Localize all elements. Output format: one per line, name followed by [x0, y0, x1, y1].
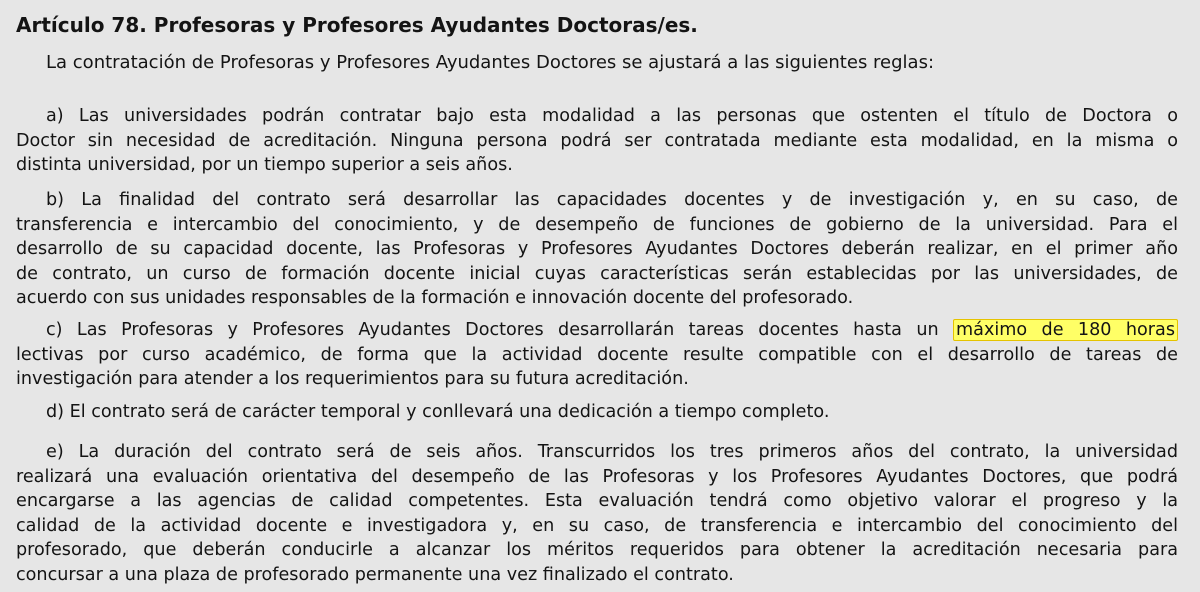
paragraph-d: [16, 400, 1178, 425]
paragraph-b: [16, 188, 1178, 311]
paragraph-line: b) La finalidad del contrato será desarrollar las capacidades docentes y de investigación y, en su caso, de: [46, 190, 1178, 210]
paragraph-line: transferencia e intercambio del conocimiento, y de desempeño de funciones de gobierno de la universidad. Para el: [16, 214, 1178, 235]
paragraph-c-text: c) Las Profesoras y Profesores Ayudantes Doctores desarrollarán tareas docentes hasta un: [46, 320, 939, 340]
article-title: Artículo 78. Profesoras y Profesores Ayudantes Doctoras/es.: [16, 13, 698, 37]
paragraph-line: calidad de la actividad docente e investigadora y, en su caso, de transferencia e intercambio del conocimiento del: [16, 515, 1178, 536]
paragraph-line: distinta universidad, por un tiempo superior a seis años.: [16, 155, 513, 175]
paragraph-line: a) Las universidades podrán contratar bajo esta modalidad a las personas que ostenten el título de Doctora o: [46, 106, 1178, 126]
highlighted-text: máximo de 180 horas: [953, 319, 1178, 341]
paragraph-line: investigación para atender a los requerimientos para su futura acreditación.: [16, 369, 689, 389]
paragraph-line: acuerdo con sus unidades responsables de la formación e innovación docente del profesorado.: [16, 288, 854, 308]
paragraph-line: lectivas por curso académico, de forma que la actividad docente resulte compatible con el desarrollo de tareas de: [16, 344, 1178, 365]
paragraph-line: e) La duración del contrato será de seis años. Transcurridos los tres primeros años del contrato, la universidad: [46, 442, 1178, 462]
paragraph-e: [16, 440, 1178, 587]
paragraph-line: realizará una evaluación orientativa del desempeño de las Profesoras y los Profesores Ayudantes Doctores, que podrá: [16, 466, 1178, 487]
paragraph-line: d) El contrato será de carácter temporal y conllevará una dedicación a tiempo completo.: [46, 402, 830, 422]
paragraph-line: concursar a una plaza de profesorado permanente una vez finalizado el contrato.: [16, 564, 734, 585]
paragraph-line: profesorado, que deberán conducirle a alcanzar los méritos requeridos para obtener la acreditación necesaria para: [16, 540, 1178, 560]
paragraph-line: de contrato, un curso de formación docente inicial cuyas características serán establecidas por las universidades, de: [16, 263, 1178, 284]
paragraph-line: Doctor sin necesidad de acreditación. Ninguna persona podrá ser contratada mediante esta modalidad, en la misma o: [16, 130, 1178, 151]
paragraph-line: encargarse a las agencias de calidad competentes. Esta evaluación tendrá como objetivo valorar el progreso y la: [16, 491, 1178, 511]
paragraph-line: [16, 318, 1178, 343]
article-intro: La contratación de Profesoras y Profesores Ayudantes Doctores se ajustará a las siguientes reglas:: [46, 52, 935, 73]
paragraph-a: [16, 104, 1178, 178]
paragraph-c: [16, 318, 1178, 392]
paragraph-line: desarrollo de su capacidad docente, las Profesoras y Profesores Ayudantes Doctores deberán realizar, en el primer año: [16, 239, 1178, 259]
